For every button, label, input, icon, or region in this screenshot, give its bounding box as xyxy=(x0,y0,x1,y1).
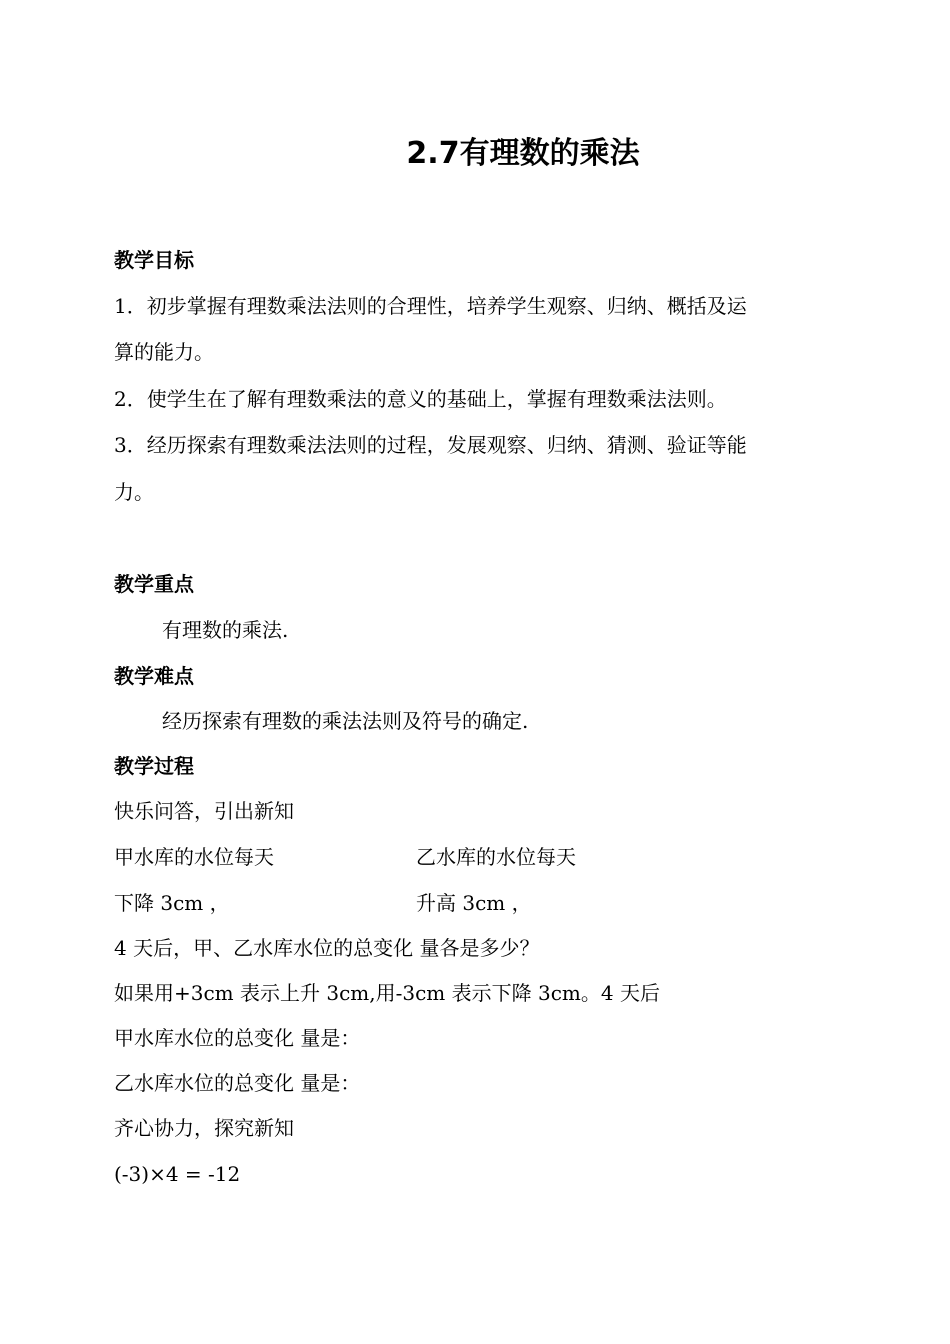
objective-3-line-2: 力。 xyxy=(114,480,154,504)
explore-heading: 齐心协力，探究新知 xyxy=(114,1116,294,1140)
objective-1-line-1: 1．初步掌握有理数乘法法则的合理性，培养学生观察、归纳、概括及运 xyxy=(114,294,747,318)
key-point-text: 有理数的乘法. xyxy=(162,618,289,642)
reservoir-a-line-2: 下降 3cm ， xyxy=(114,891,230,915)
process-intro: 快乐问答，引出新知 xyxy=(114,799,294,823)
reservoir-b-line-1: 乙水库的水位每天 xyxy=(416,845,576,869)
objective-3-line-1: 3．经历探索有理数乘法法则的过程，发展观察、归纳、猜测、验证等能 xyxy=(114,433,747,457)
question: 4 天后，甲、乙水库水位的总变化 量各是多少？ xyxy=(114,936,540,960)
reservoir-a-line-1: 甲水库的水位每天 xyxy=(114,845,274,869)
difficulty-heading: 教学难点 xyxy=(114,664,194,688)
reservoir-b-line-2: 升高 3cm ， xyxy=(416,891,532,915)
key-point-heading: 教学重点 xyxy=(114,572,194,596)
objective-2: 2．使学生在了解有理数乘法的意义的基础上，掌握有理数乘法法则。 xyxy=(114,387,727,411)
change-b: 乙水库水位的总变化 量是： xyxy=(114,1071,361,1095)
formula: (-3)×4 = -12 xyxy=(114,1162,241,1186)
change-a: 甲水库水位的总变化 量是： xyxy=(114,1026,361,1050)
process-heading: 教学过程 xyxy=(114,754,194,778)
objective-1-line-2: 算的能力。 xyxy=(114,340,214,364)
convention: 如果用+3cm 表示上升 3cm,用-3cm 表示下降 3cm。4 天后 xyxy=(114,981,660,1005)
difficulty-text: 经历探索有理数的乘法法则及符号的确定. xyxy=(162,709,529,733)
page-title: 2.7有理数的乘法 xyxy=(406,136,640,171)
objectives-heading: 教学目标 xyxy=(114,248,194,272)
